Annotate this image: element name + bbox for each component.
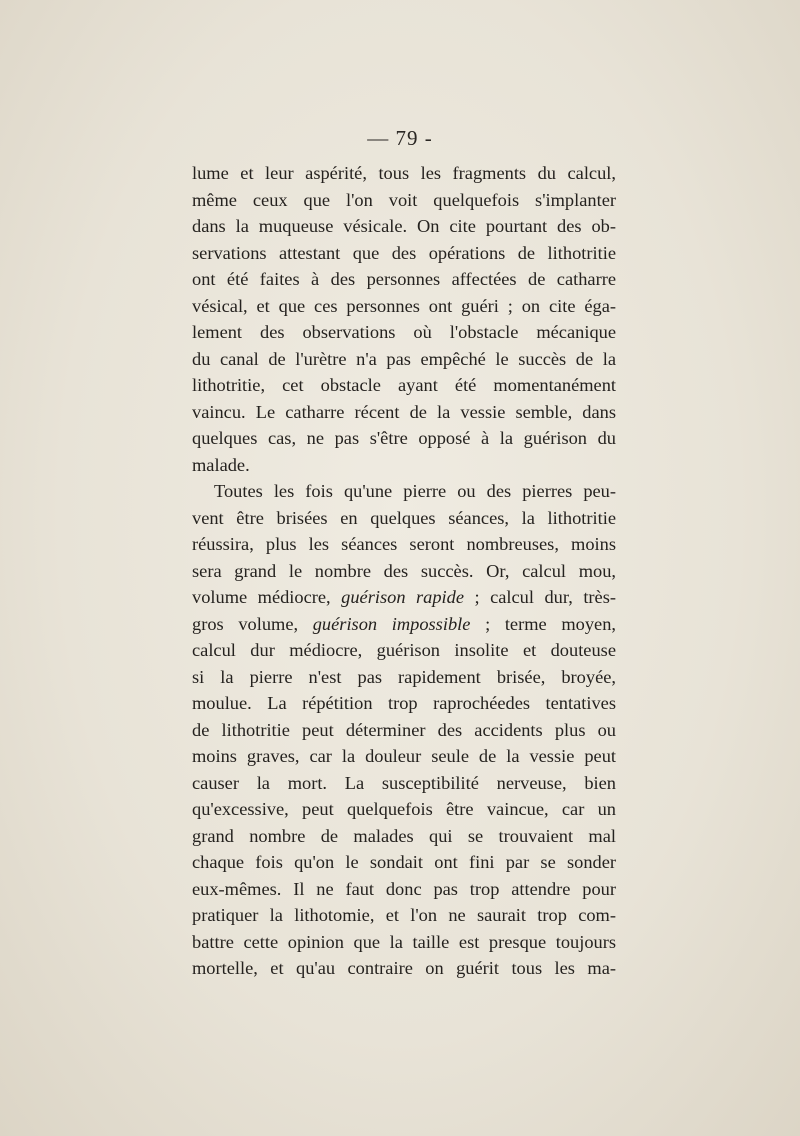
text-line-italic xyxy=(192,584,616,611)
text-line: chaque fois qu'on le sondait ont fini par se sonder xyxy=(192,852,616,872)
italic-run: guérison rapide xyxy=(341,587,465,607)
text-line: vent être brisées en quelques séances, la lithotritie xyxy=(192,507,616,528)
text-line: sera grand le nombre des succès. Or, calcul mou, xyxy=(192,560,616,581)
text-line: moulue. La répétition trop raprochéedes tentatives xyxy=(192,693,616,713)
text-line: mortelle, et qu'au contraire on guérit tous les ma- xyxy=(192,958,616,978)
text-run: gros volume, xyxy=(192,613,313,634)
text-line: lume et leur aspérité, tous les fragments du calcul, xyxy=(192,163,616,183)
text-line: réussira, plus les séances seront nombreuses, moins xyxy=(192,534,616,554)
text-line: vésical, et que ces personnes ont guéri ; on cite éga- xyxy=(192,295,616,316)
italic-run: guérison impossible xyxy=(312,613,471,634)
text-line: quelques cas, ne pas s'être opposé à la guérison du xyxy=(192,428,616,448)
text-line: moins graves, car la douleur seule de la vessie peut xyxy=(192,746,616,766)
text-run: ; terme moyen, xyxy=(470,613,616,634)
text-line: ont été faites à des personnes affectées de catharre xyxy=(192,269,616,289)
text-line: lement des observations où l'obstacle mécanique xyxy=(192,322,616,342)
text-line: causer la mort. La susceptibilité nerveuse, bien xyxy=(192,772,616,793)
text-line: du canal de l'urètre n'a pas empêché le succès de la xyxy=(192,348,616,369)
text-line: Toutes les fois qu'une pierre ou des pierres peu- xyxy=(214,481,616,501)
body-text xyxy=(192,160,616,982)
text-line: si la pierre n'est pas rapidement brisée, broyée, xyxy=(192,666,616,687)
text-line: calcul dur médiocre, guérison insolite et douteuse xyxy=(192,640,616,660)
text-line: malade. xyxy=(192,454,250,475)
text-line: vaincu. Le catharre récent de la vessie semble, dans xyxy=(192,401,616,422)
text-line: pratiquer la lithotomie, et l'on ne saurait trop com- xyxy=(192,905,616,925)
text-line: même ceux que l'on voit quelquefois s'implanter xyxy=(192,189,616,210)
text-line: servations attestant que des opérations de lithotritie xyxy=(192,242,616,263)
text-line: qu'excessive, peut quelquefois être vaincue, car un xyxy=(192,799,616,819)
text-run: ; calcul dur, très- xyxy=(464,587,616,607)
text-line: grand nombre de malades qui se trouvaient mal xyxy=(192,825,616,846)
text-line: dans la muqueuse vésicale. On cite pourtant des ob- xyxy=(192,216,616,236)
text-line: eux-mêmes. Il ne faut donc pas trop attendre pour xyxy=(192,878,616,899)
text-line: de lithotritie peut déterminer des accidents plus ou xyxy=(192,719,616,740)
text-line: lithotritie, cet obstacle ayant été momentanément xyxy=(192,375,616,395)
text-line-italic xyxy=(192,611,616,638)
text-run: volume médiocre, xyxy=(192,587,342,607)
text-line: battre cette opinion que la taille est presque toujours xyxy=(192,931,616,952)
page-number: — 79 - xyxy=(367,126,433,150)
